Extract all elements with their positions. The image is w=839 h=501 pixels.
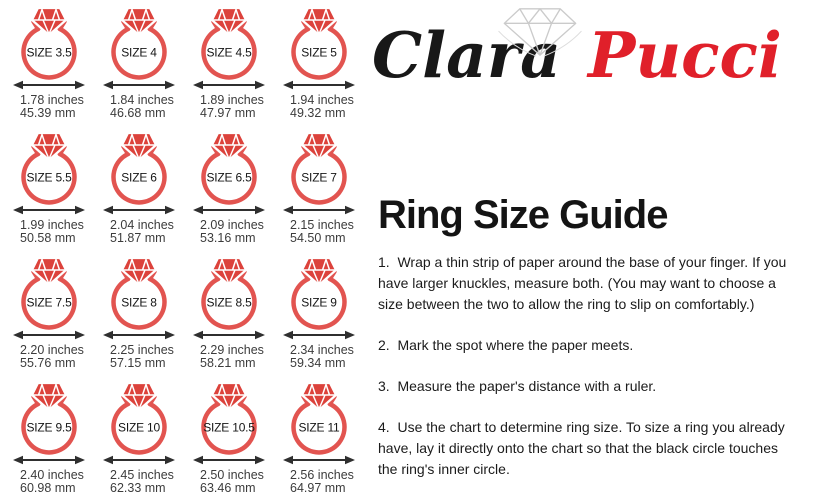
guide-step	[378, 252, 786, 315]
ring-cell	[2, 4, 92, 129]
ring-size-label: SIZE 6	[121, 170, 157, 185]
width-arrow-icon	[103, 81, 175, 89]
inches-value: 2.09 inches	[200, 218, 264, 232]
inches-value: 2.56 inches	[290, 468, 354, 482]
ring-cell	[272, 129, 362, 254]
ring-size-label: SIZE 7	[301, 170, 337, 185]
ring-icon	[2, 254, 92, 342]
ring-measurements	[290, 344, 354, 369]
inches-value: 1.94 inches	[290, 93, 354, 107]
ring-cell	[272, 254, 362, 379]
width-arrow-icon	[13, 206, 85, 214]
ring-measurements	[200, 469, 264, 494]
ring-cell	[272, 379, 362, 501]
ring-icon	[182, 254, 272, 342]
guide-step-line: 4. Use the chart to determine ring size. To size a ring you already	[378, 419, 785, 435]
guide-step-line: 1. Wrap a thin strip of paper around the base of your finger. If you	[378, 254, 787, 270]
ring-size-label: SIZE 9	[301, 295, 337, 310]
ring-size-label: SIZE 10.5	[203, 420, 255, 435]
ring-icon	[182, 4, 272, 92]
width-arrow-icon	[103, 456, 175, 464]
ring-cell	[272, 4, 362, 129]
ring-measurements	[110, 94, 174, 119]
ring-icon	[182, 129, 272, 217]
width-arrow-icon	[283, 331, 355, 339]
ring-size-label: SIZE 8.5	[206, 295, 252, 310]
mm-value: 47.97 mm	[200, 105, 256, 120]
ring-icon	[272, 379, 362, 467]
width-arrow-icon	[193, 456, 265, 464]
ring-icon	[272, 4, 362, 92]
mm-value: 58.21 mm	[200, 355, 256, 370]
mm-value: 59.34 mm	[290, 355, 346, 370]
width-arrow-icon	[13, 331, 85, 339]
ring-icon	[92, 4, 182, 92]
ring-cell	[182, 4, 272, 129]
mm-value: 57.15 mm	[110, 355, 166, 370]
ring-cell	[2, 254, 92, 379]
ring-icon	[92, 129, 182, 217]
inches-value: 2.15 inches	[290, 218, 354, 232]
ring-measurements	[110, 344, 174, 369]
brand-name-pucci: Pucci	[588, 18, 782, 92]
ring-size-label: SIZE 4.5	[206, 45, 252, 60]
ring-measurements	[290, 219, 354, 244]
ring-cell	[182, 254, 272, 379]
ring-icon	[92, 254, 182, 342]
mm-value: 45.39 mm	[20, 105, 76, 120]
mm-value: 53.16 mm	[200, 230, 256, 245]
width-arrow-icon	[13, 81, 85, 89]
mm-value: 51.87 mm	[110, 230, 166, 245]
ring-size-label: SIZE 5.5	[26, 170, 72, 185]
mm-value: 49.32 mm	[290, 105, 346, 120]
inches-value: 2.20 inches	[20, 343, 84, 357]
diamond-logo-icon	[496, 5, 584, 59]
mm-value: 46.68 mm	[110, 105, 166, 120]
mm-value: 62.33 mm	[110, 480, 166, 495]
width-arrow-icon	[13, 456, 85, 464]
ring-measurements	[20, 219, 84, 244]
width-arrow-icon	[283, 456, 355, 464]
inches-value: 1.89 inches	[200, 93, 264, 107]
guide-step-line: the ring's inner circle.	[378, 461, 510, 477]
ring-size-chart	[2, 4, 362, 501]
ring-icon	[272, 129, 362, 217]
inches-value: 2.25 inches	[110, 343, 174, 357]
width-arrow-icon	[283, 81, 355, 89]
guide-step	[378, 335, 786, 356]
ring-measurements	[110, 219, 174, 244]
ring-icon	[2, 129, 92, 217]
guide-step-line: have larger knuckles, measure both. (You may want to choose a	[378, 275, 776, 291]
ring-measurements	[290, 469, 354, 494]
guide-steps	[378, 252, 786, 500]
ring-size-label: SIZE 6.5	[206, 170, 252, 185]
mm-value: 54.50 mm	[290, 230, 346, 245]
ring-measurements	[110, 469, 174, 494]
mm-value: 55.76 mm	[20, 355, 76, 370]
guide-step-line: 2. Mark the spot where the paper meets.	[378, 337, 634, 353]
inches-value: 2.34 inches	[290, 343, 354, 357]
ring-measurements	[290, 94, 354, 119]
ring-cell	[92, 129, 182, 254]
ring-size-label: SIZE 9.5	[26, 420, 72, 435]
ring-size-label: SIZE 11	[298, 420, 340, 435]
ring-icon	[272, 254, 362, 342]
ring-size-label: SIZE 3.5	[26, 45, 72, 60]
ring-size-label: SIZE 7.5	[26, 295, 72, 310]
width-arrow-icon	[103, 206, 175, 214]
ring-cell	[2, 379, 92, 501]
inches-value: 2.40 inches	[20, 468, 84, 482]
ring-measurements	[200, 344, 264, 369]
mm-value: 50.58 mm	[20, 230, 76, 245]
width-arrow-icon	[283, 206, 355, 214]
guide-step	[378, 376, 786, 397]
ring-size-label: SIZE 4	[121, 45, 157, 60]
guide-step-line: have, lay it directly onto the chart so that the black circle touches	[378, 440, 778, 456]
ring-cell	[92, 379, 182, 501]
ring-cell	[92, 254, 182, 379]
ring-icon	[92, 379, 182, 467]
ring-measurements	[20, 469, 84, 494]
ring-icon	[2, 4, 92, 92]
ring-size-label: SIZE 5	[301, 45, 337, 60]
inches-value: 2.50 inches	[200, 468, 264, 482]
ring-measurements	[200, 94, 264, 119]
width-arrow-icon	[193, 331, 265, 339]
mm-value: 60.98 mm	[20, 480, 76, 495]
inches-value: 2.29 inches	[200, 343, 264, 357]
inches-value: 2.04 inches	[110, 218, 174, 232]
ring-icon	[2, 379, 92, 467]
guide-title: Ring Size Guide	[378, 193, 668, 237]
ring-cell	[2, 129, 92, 254]
ring-cell	[182, 379, 272, 501]
ring-cell	[92, 4, 182, 129]
inches-value: 1.99 inches	[20, 218, 84, 232]
inches-value: 2.45 inches	[110, 468, 174, 482]
guide-step	[378, 417, 786, 480]
ring-icon	[182, 379, 272, 467]
ring-cell	[182, 129, 272, 254]
guide-step-line: 3. Measure the paper's distance with a ruler.	[378, 378, 657, 394]
inches-value: 1.78 inches	[20, 93, 84, 107]
ring-size-label: SIZE 10	[118, 420, 160, 435]
width-arrow-icon	[193, 206, 265, 214]
guide-step-line: size between the two to allow the ring to slip on comfortably.)	[378, 296, 755, 312]
width-arrow-icon	[193, 81, 265, 89]
brand-name-clara: Clara	[372, 18, 561, 92]
inches-value: 1.84 inches	[110, 93, 174, 107]
ring-measurements	[20, 344, 84, 369]
ring-measurements	[20, 94, 84, 119]
ring-size-label: SIZE 8	[121, 295, 157, 310]
width-arrow-icon	[103, 331, 175, 339]
mm-value: 64.97 mm	[290, 480, 346, 495]
mm-value: 63.46 mm	[200, 480, 256, 495]
ring-measurements	[200, 219, 264, 244]
